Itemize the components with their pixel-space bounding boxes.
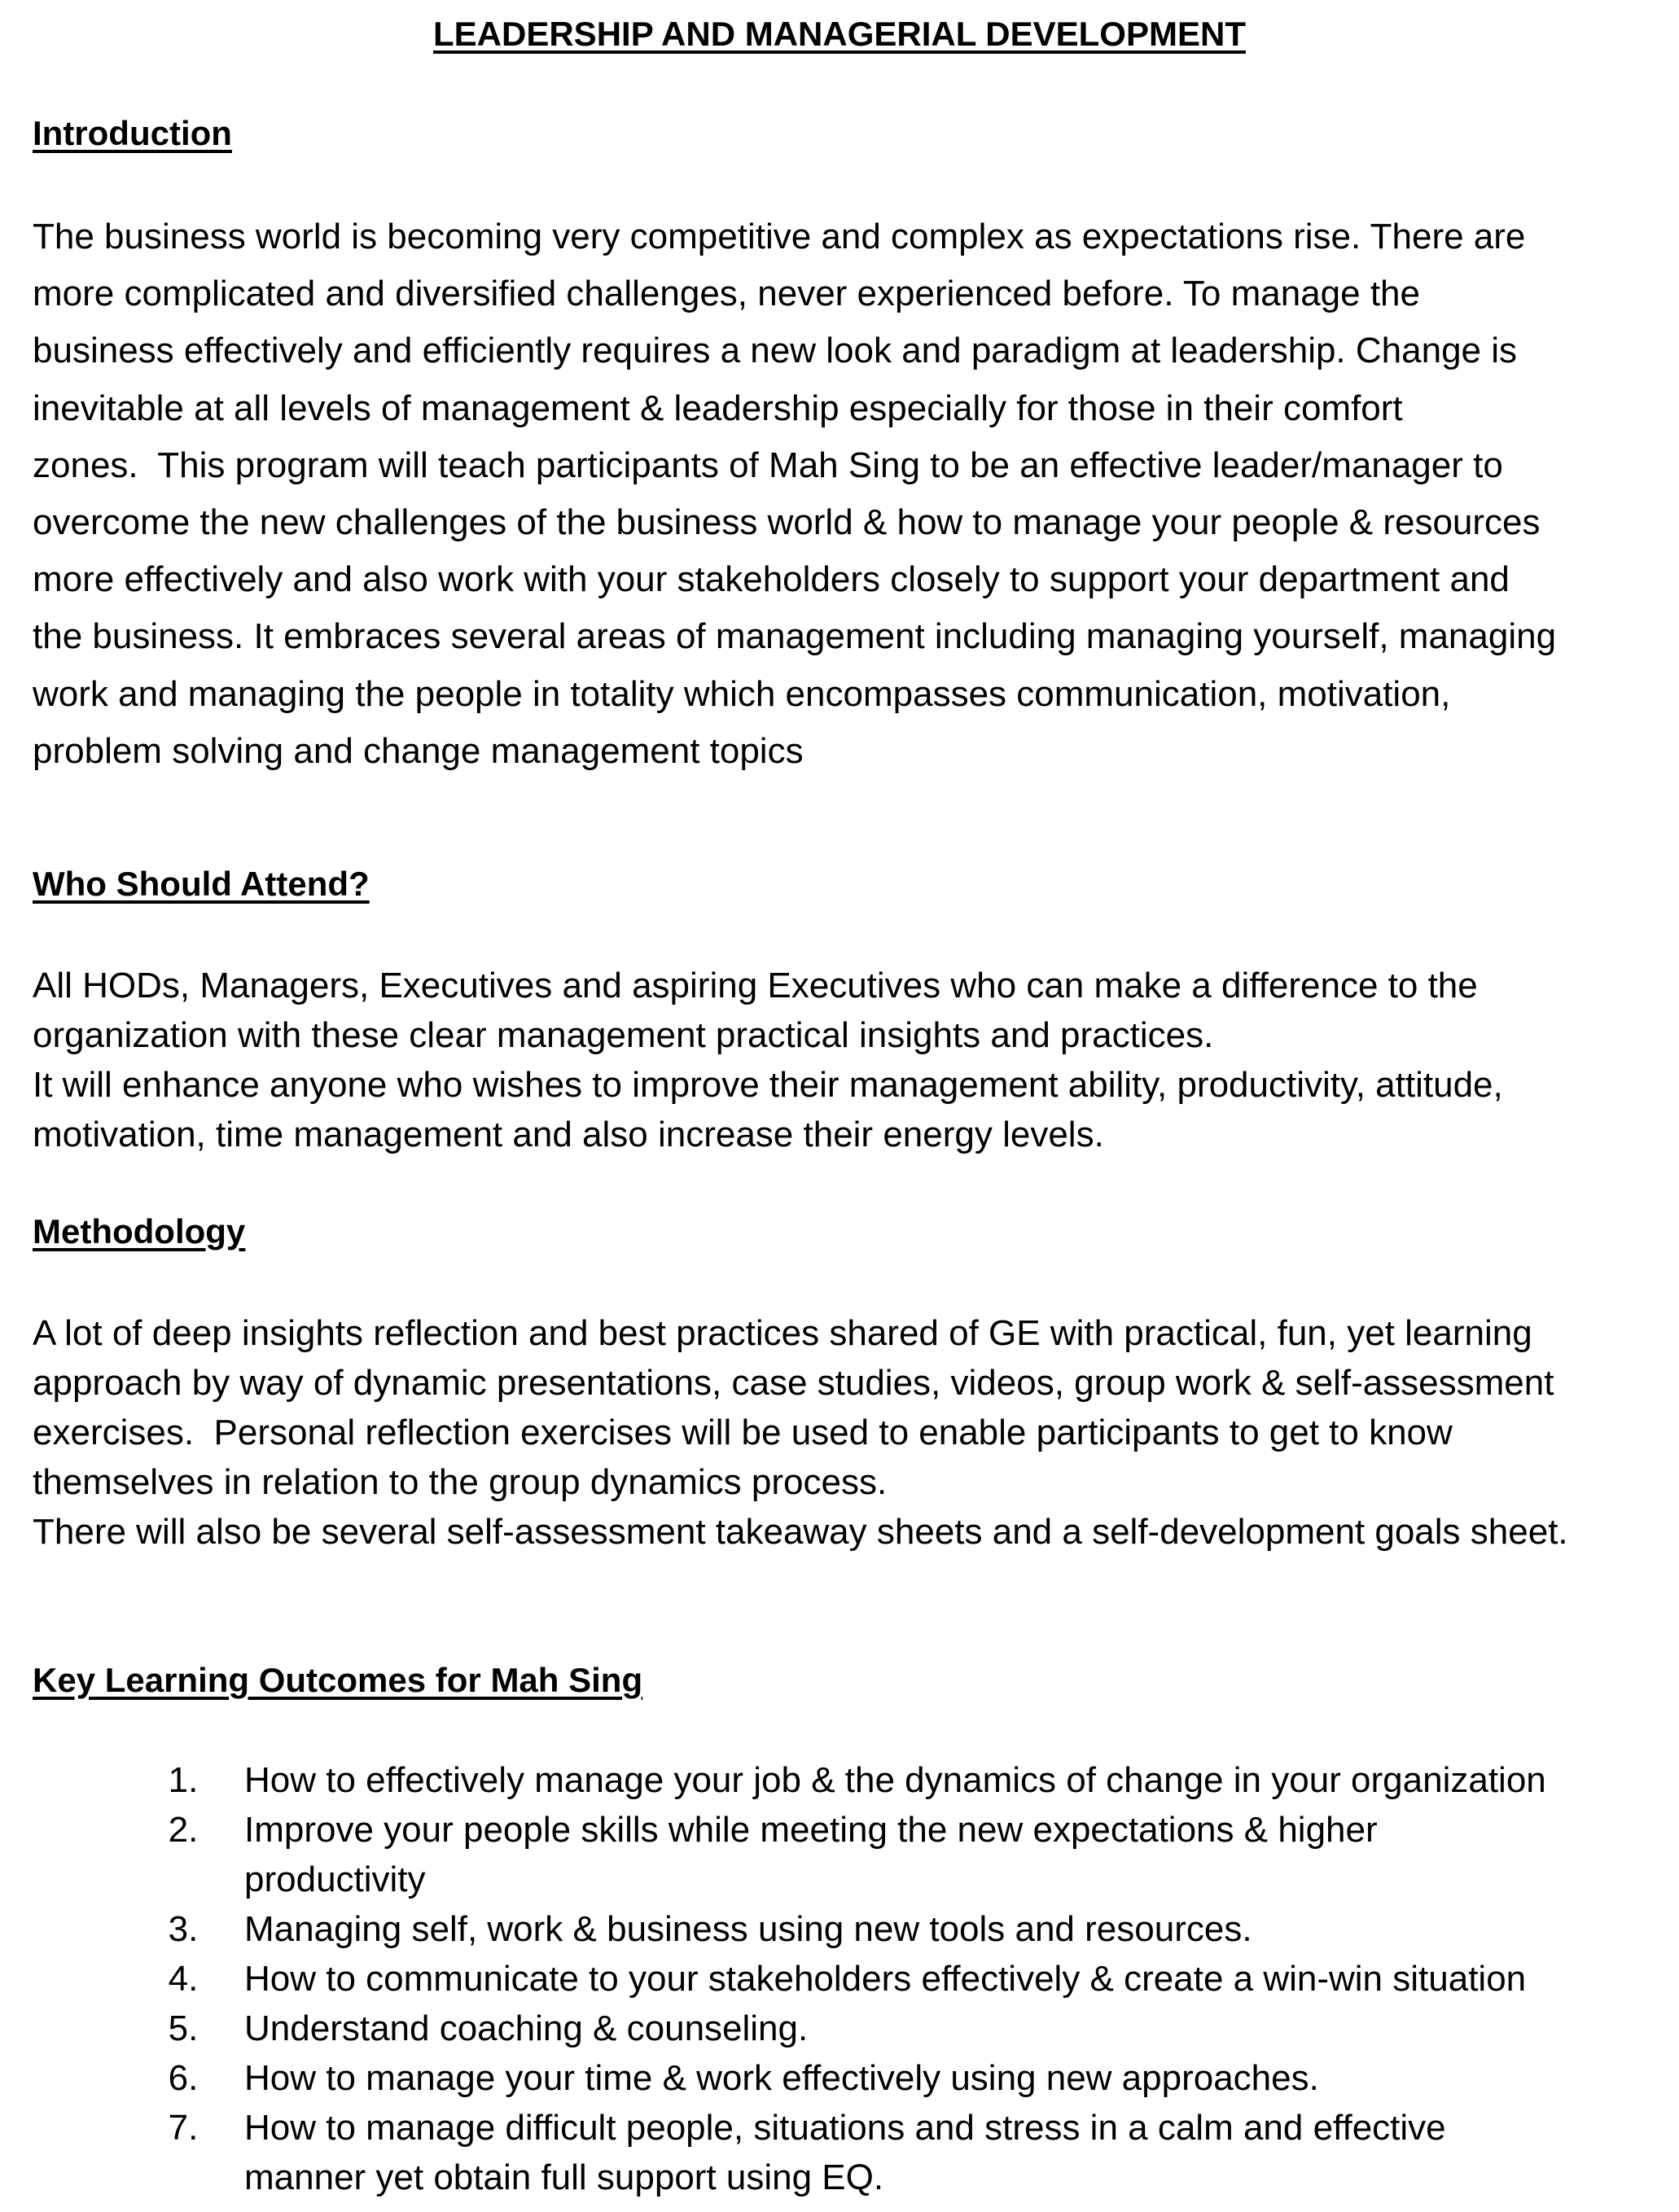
learning-outcome-item — [122, 2053, 1661, 2103]
outcome-text: How to communicate to your stakeholders effectively & create a win-win situation — [244, 1959, 1527, 1999]
outcome-number: 1. — [168, 1760, 199, 1800]
outcome-number: 5. — [168, 2008, 199, 2048]
methodology-paragraph: A lot of deep insights reflection and best practices shared of GE with practical, fun, yet learning approach by way of dynamic presentations, case studies, videos, group work & self-assessment exercises. Personal reflection exercises will be used to enable participants to get to know themselves in relation to the group dynamics process. There will also be several self-assessment takeaway sheets and a self-development goals sheet. — [33, 1313, 1568, 1552]
who-should-attend-paragraph: All HODs, Managers, Executives and aspiring Executives who can make a difference to the organization with these clear management practical insights and practices. It will enhance anyone who wishes to improve their management ability, productivity, attitude, motivation, time management and also increase their energy levels. — [33, 966, 1503, 1154]
outcome-number: 4. — [168, 1959, 199, 1999]
outcome-number: 6. — [168, 2058, 199, 2098]
outcome-text: How to manage your time & work effectively using new approaches. — [244, 2058, 1319, 2098]
learning-outcomes-list — [122, 1755, 1661, 2202]
outcome-text: How to effectively manage your job & the dynamics of change in your organization — [244, 1760, 1546, 1800]
outcome-text: How to manage difficult people, situations and stress in a calm and effective manner yet obtain full support using EQ. — [244, 2108, 1446, 2197]
learning-outcome-item — [122, 1954, 1661, 2004]
learning-outcome-item — [122, 1904, 1661, 1954]
learning-outcome-item — [122, 1755, 1661, 1805]
outcome-text: Understand coaching & counseling. — [244, 2008, 809, 2048]
outcome-number: 3. — [168, 1909, 199, 1949]
introduction-heading: Introduction — [33, 114, 232, 152]
outcome-text: Managing self, work & business using new tools and resources. — [244, 1909, 1252, 1949]
learning-outcome-item — [122, 1805, 1661, 1904]
methodology-heading: Methodology — [33, 1212, 246, 1251]
outcome-text: Improve your people skills while meeting the new expectations & higher productivity — [244, 1810, 1378, 1899]
outcome-number: 2. — [168, 1810, 199, 1850]
learning-outcome-item — [122, 2103, 1661, 2202]
introduction-paragraph: The business world is becoming very competitive and complex as expectations rise. There are more complicated and diversified challenges, never experienced before. To manage the business effectively and efficiently requires a new look and paradigm at leadership. Change is inevitable at all levels of management & leadership especially for those in their comfort zones. This program will teach participants of Mah Sing to be an effective leader/manager to overcome the new challenges of the business world & how to manage your people & resources more effectively and also work with your stakeholders closely to support your department and the business. It embraces several areas of management including managing yourself, managing work and managing the people in totality which encompasses communication, motivation, problem solving and change management topics — [33, 217, 1557, 771]
outcome-number: 7. — [168, 2108, 199, 2148]
who-should-attend-heading: Who Should Attend? — [33, 865, 370, 903]
document-title: LEADERSHIP AND MANAGERIAL DEVELOPMENT — [433, 15, 1246, 53]
key-learning-outcomes-heading: Key Learning Outcomes for Mah Sing — [33, 1661, 643, 1699]
learning-outcome-item — [122, 2004, 1661, 2053]
